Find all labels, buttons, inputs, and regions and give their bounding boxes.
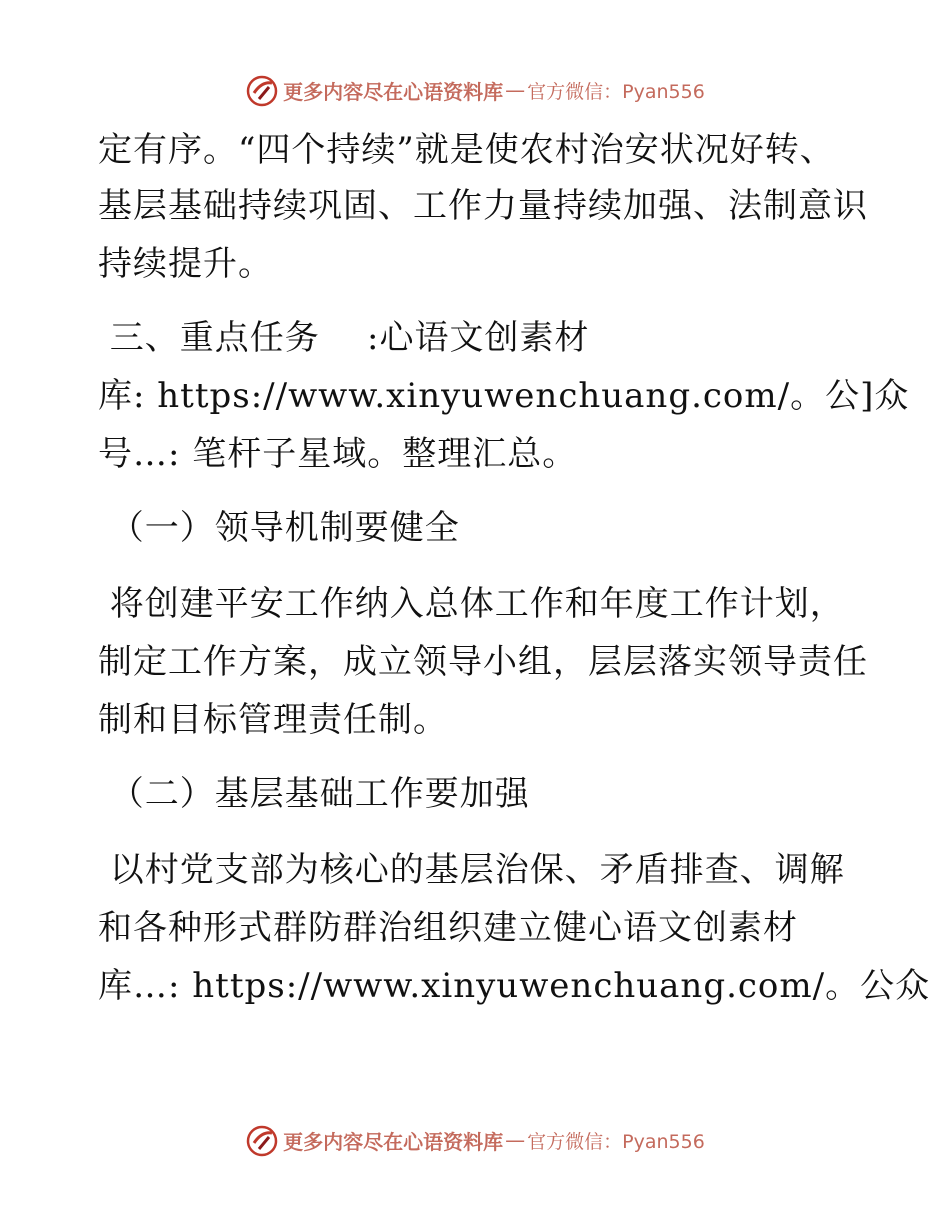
body-line: 号…: 笔杆子星域。整理汇总。 [98,434,578,474]
subsection-heading: （二）基层基础工作要加强 [98,774,530,814]
header-watermark-banner [0,68,950,112]
body-line: 制定工作方案，成立领导小组，层层落实领导责任 [98,642,868,682]
footer-banner-text: 更多内容尽在心语资料库 [283,1129,504,1154]
section-heading: 三、重点任务 :心语文创素材 [98,318,590,358]
footer-banner-wechat: 官方微信：Pyan556 [527,1130,705,1153]
brand-logo-icon [245,73,279,107]
body-line: 将创建平安工作纳入总体工作和年度工作计划， [98,584,845,624]
brand-logo-icon [245,1123,279,1157]
header-banner-wechat: 官方微信：Pyan556 [527,80,705,103]
body-line: 持续提升。 [98,244,273,284]
body-line: 库…: https://www.xinyuwenchuang.com/。公众 [98,966,931,1006]
footer-watermark-banner [0,1118,950,1162]
subsection-heading: （一）领导机制要健全 [98,508,460,548]
body-line: 制和目标管理责任制。 [98,700,448,740]
body-line: 库: https://www.xinyuwenchuang.com/。公]众 [98,376,910,416]
footer-banner-dash: — [505,1128,526,1152]
body-line: 以村党支部为核心的基层治保、矛盾排查、调解 [98,850,845,890]
header-banner-dash: — [505,78,526,102]
body-line: 基层基础持续巩固、工作力量持续加强、法制意识 [98,186,868,226]
body-line: 和各种形式群防群治组织建立健心语文创素材 [98,908,798,948]
header-banner-text: 更多内容尽在心语资料库 [283,79,504,104]
body-line: 定有序。“四个持续”就是使农村治安状况好转、 [98,130,835,170]
